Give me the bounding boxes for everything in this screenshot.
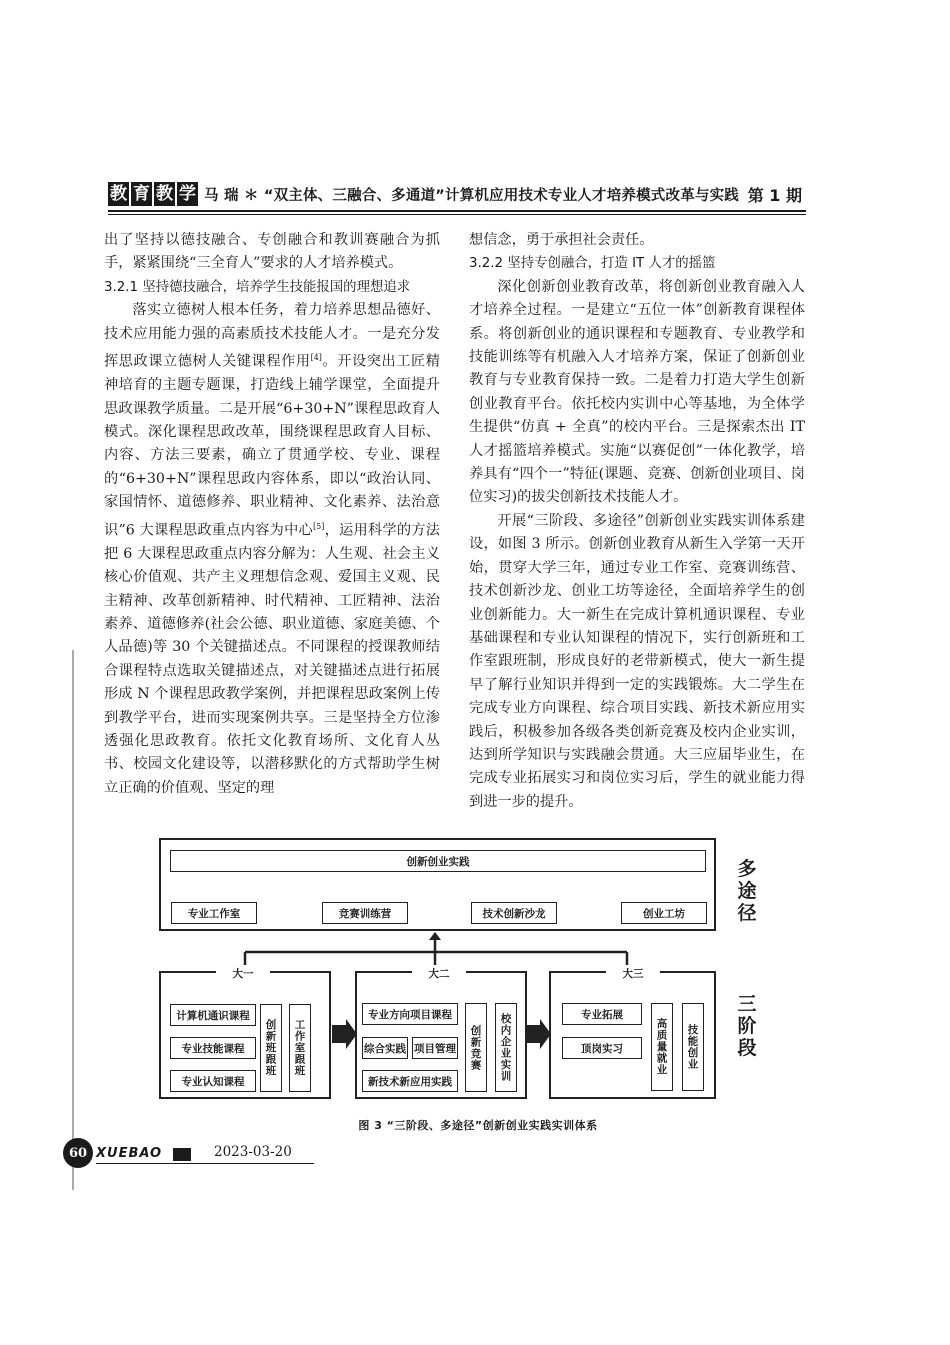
issue-number: 第 1 期 [747,186,802,205]
vertical-box: 校内企业实训 [495,1003,517,1092]
course-box: 专业方向项目课程 [362,1003,458,1025]
path-box: 创业工坊 [621,902,707,924]
paragraph-text: 。开设突出工匠精神培育的主题专题课，打造线上辅学课堂，全面提升思政课教学质量。二是开展“6+30+N”课程思政育人模式。深化课程思政改革，围绕课程思政育人目标、内容、方法三要素，确立了贯通学校、专业、课程的“6+30+N”课程思政内容体系，即以“政治认同、家国情怀、道德修养、职业精神、文化素养、法治意识”6 大课程思政重点内容为中心 [104,353,440,539]
vertical-box: 创新竞赛 [465,1003,487,1092]
path-box: 专业工作室 [171,902,257,924]
paragraph: 开展“三阶段、多途径”创新创业实践实训体系建设，如图 3 所示。创新创业教育从新生入学第一天开始，贯穿大学三年，通过专业工作室、竞赛训练营、技术创新沙龙、创业工坊等途径，全面培养学生的创业创新能力。大一新生在完成计算机通识课程、专业基础课程和专业认知课程的情况下，实行创新班和工作室跟班制，形成良好的老带新模式，使大一新生提早了解行业知识并得到一定的实践锻炼。大二学生在完成专业方向课程、综合项目实践、新技术新应用实践后，积极参加各级各类创新竞赛及校内企业实训，达到所学知识与实践融会贯通。大三应届毕业生，在完成专业拓展实习和岗位实习后，学生的就业能力得到进一步的提升。 [469,512,805,810]
stage-title: 大三 [606,965,660,981]
path-box: 竞赛训练营 [322,902,408,924]
paragraph: 深化创新创业教育改革，将创新创业教育融入人才培养全过程。一是建立“五位一体”创新教育课程体系。将创新创业的通识课程和专题教育、专业教学和技能训练等有机融入人才培养方案，保证了创新创业教育与专业教育保持一致。二是着力打造大学生创新创业教育平台。依托校内实训中心等基地，为全体学生提供“仿真 + 全真”的校内平台。三是探索杰出 IT 人才摇篮培养模式。实施“以赛促创”一体化教学，培养具有“四个一”特征(课题、竞赛、创新创业项目、岗位实习)的拔尖创新技术技能人才。 [469,278,805,506]
running-header [108,182,808,210]
vertical-box: 工作室跟班 [289,1004,311,1092]
course-box: 专业认知课程 [170,1070,256,1092]
brand-char: 育 [133,184,150,204]
course-box: 综合实践 [362,1037,408,1059]
vertical-box: 高质量就业 [651,1003,673,1091]
course-box: 顶岗实习 [562,1037,642,1059]
brand-char: 教 [110,184,127,204]
label-multi-path: 多途径 [737,858,757,924]
stage-title: 大二 [412,965,466,981]
course-box: 专业技能课程 [170,1037,256,1059]
citation: [4] [310,353,322,363]
page-number: 60 [63,1138,93,1168]
paragraph-text: ，运用科学的方法把 6 大课程思政重点内容分解为：人生观、社会主义核心价值观、共产主义理想信念观、爱国主义观、民主精神、改革创新精神、时代精神、工匠精神、法治素养、道德修养(社会公德、职业道德、家庭美德、个人品德)等 30 个关键描述点。不同课程的授课教师结合课程特点选取关键描述点，对关键描述点进行拓展形成 N 个课程思政教学案例，并把课程思政案例上传到教学平台，进而实现案例共享。三是坚持全方位渗透强化思政教育。依托文化教育场所、文化育人丛书、校园文化建设等，以潜移默化的方式帮助学生树立正确的价值观、坚定的理 [104,522,440,796]
label-three-stage: 三阶段 [737,993,757,1059]
paragraph: 想信念，勇于承担社会责任。 [469,232,654,248]
paragraph-text: 落实立德树人根本任务，着力培养思想品德好、技术应用能力强的高素质技术技能人才。一是充分发挥思政课立德树人关键课程作用 [104,302,440,370]
figure-3 [156,838,800,1108]
margin-line [72,650,74,1190]
brand-char: 学 [179,184,196,204]
course-box: 计算机通识课程 [170,1004,256,1026]
top-title-box: 创新创业实践 [170,850,706,872]
course-box: 专业拓展 [562,1003,642,1025]
footer-block [173,1148,191,1161]
footer-rule [96,1163,314,1164]
citation: [5] [313,521,325,531]
path-box: 技术创新沙龙 [471,902,557,924]
stage-title: 大一 [216,965,270,981]
vertical-box: 创新班跟班 [260,1004,282,1092]
footer-date: 2023-03-20 [214,1144,292,1160]
right-column [469,229,805,814]
paragraph [104,299,440,800]
paragraph: 出了坚持以德技融合、专创融合和教训赛融合为抓手，紧紧围绕“三全育人”要求的人才培养模式。 [104,232,440,272]
footer-brand: XUEBAO [96,1146,163,1161]
journal-brand [108,182,198,206]
brand-char: 教 [156,184,173,204]
header-rule [108,210,806,212]
vertical-box: 技能创业 [682,1003,704,1091]
section-heading-3-2-1: 3.2.1 坚持德技融合，培养学生技能报国的理想追求 [104,279,411,295]
article-title: 马 瑞 ＊ “双主体、三融合、多通道”计算机应用技术专业人才培养模式改革与实践 [204,188,740,204]
section-heading-3-2-2: 3.2.2 坚持专创融合，打造 IT 人才的摇篮 [469,256,716,272]
course-box: 项目管理 [412,1037,458,1059]
figure-caption: 图 3 “三阶段、多途径”创新创业实践实训体系 [358,1119,598,1132]
course-box: 新技术新应用实践 [362,1070,458,1092]
left-column [104,229,440,800]
header-rule-thin [108,214,806,215]
